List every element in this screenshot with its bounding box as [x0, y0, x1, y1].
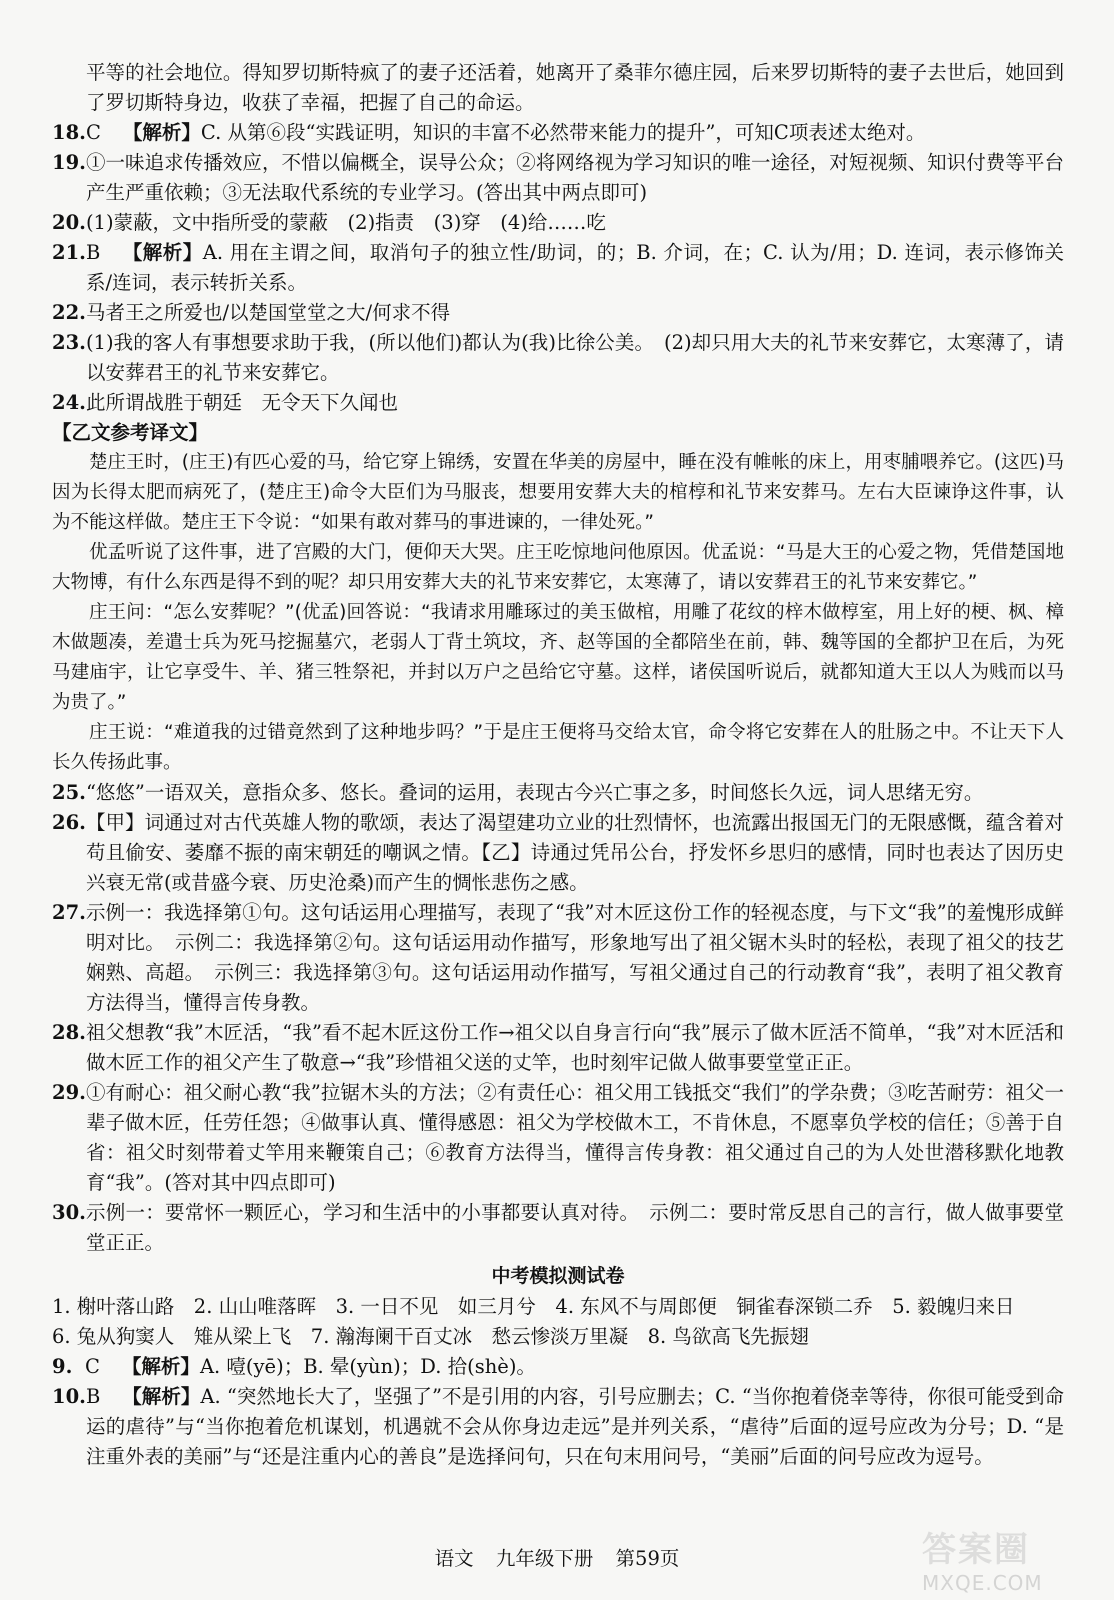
- answer-text-block: [85, 1352, 1064, 1382]
- answer-item: [52, 778, 1064, 808]
- answer-choice: B: [85, 1385, 101, 1408]
- answer-item: [52, 208, 1064, 238]
- translation-paragraph: 优孟听说了这件事，进了宫殿的大门，便仰天大哭。庄王吃惊地问他原因。优孟说：“马是大王的心爱之物，凭借楚国地大物博，有什么东西是得不到的呢？却只用安葬大夫的礼节来安葬它，太寒薄了，请以安葬君王的礼节来安葬它。”: [52, 542, 1064, 593]
- answer-item: [52, 328, 1064, 388]
- answer-text-block: [86, 298, 1064, 328]
- answer-text: 示例一：我选择第①句。这句话运用心理描写，表现了“我”对木匠这份工作的轻视态度，与下文“我”的羞愧形成鲜明对比。 示例二：我选择第②句。这句话运用动作描写，形象地写出了祖父锯木头时的轻松，表现了祖父的技艺娴熟、高超。 示例三：我选择第③句。这句话运用动作描写，写祖父通过自己的行动教育“我”，表明了祖父教育方法得当，懂得言传身教。: [85, 901, 1064, 1014]
- analysis-tag: 【解析】: [122, 241, 203, 264]
- answers-group-a: [52, 118, 1064, 418]
- answer-number: 21.: [52, 241, 86, 264]
- watermark-logo: [922, 1522, 1102, 1596]
- answer-text-block: [86, 1198, 1064, 1258]
- watermark-url: MXQE.COM: [922, 1571, 1043, 1595]
- answer-item: [52, 298, 1064, 328]
- translation-block: [52, 448, 1064, 778]
- answer-text: A. 用在主谓之间，取消句子的独立性/助词，的；B. 介词，在；C. 认为/用；D. 连词，表示修饰关系/连词，表示转折关系。: [85, 241, 1064, 294]
- quick-answers-line-1: 1. 榭叶落山路 2. 山山唯落晖 3. 一日不见 如三月兮 4. 东风不与周郎便 铜雀春深锁二乔 5. 毅魄归来日: [52, 1295, 1015, 1318]
- watermark-logo-text: 答案圈: [922, 1530, 1030, 1570]
- answer-choice: B: [85, 241, 101, 264]
- answer-choice: C: [85, 1355, 100, 1378]
- footer-grade: 九年级下册: [495, 1547, 594, 1570]
- answer-text-block: [86, 238, 1064, 298]
- translation-paragraph: 楚庄王时，(庄王)有匹心爱的马，给它穿上锦绣，安置在华美的房屋中，睡在没有帷帐的床上，用枣脯喂养它。(这匹)马因为长得太肥而病死了，(楚庄王)命令大臣们为马服丧，想要用安葬大夫的棺椁和礼节来安葬马。左右大臣谏诤这件事，认为不能这样做。楚庄王下令说：“如果有敢对葬马的事进谏的，一律处死。”: [52, 452, 1064, 533]
- analysis-tag: 【解析】: [122, 1385, 201, 1408]
- answer-text: A. 噎(yē)；B. 晕(yùn)；D. 拾(shè)。: [199, 1355, 536, 1378]
- answer-item: [52, 388, 1064, 418]
- translation-heading: 【乙文参考译文】: [52, 421, 209, 444]
- answer-text-block: [86, 1078, 1064, 1198]
- section-title: 中考模拟测试卷: [491, 1265, 625, 1287]
- answer-page: [52, 58, 1064, 1472]
- answer-text: 祖父想教“我”木匠活，“我”看不起木匠这份工作→祖父以自身言行向“我”展示了做木匠活不简单，“我”对木匠活和做木匠工作的祖父产生了敬意→“我”珍惜祖父送的丈竿，也时刻牢记做人做事要堂堂正正。: [85, 1021, 1064, 1074]
- answer-item: [52, 238, 1064, 298]
- footer-subject: 语文: [434, 1547, 474, 1570]
- answer-number: 24.: [52, 391, 86, 414]
- answer-text: 马者王之所爱也/以楚国堂堂之大/何求不得: [85, 301, 451, 324]
- answer-text-block: [86, 1018, 1064, 1078]
- translation-paragraph: 庄王问：“怎么安葬呢？”(优孟)回答说：“我请求用雕琢过的美玉做棺，用雕了花纹的梓木做椁室，用上好的梗、枫、樟木做题凑，差遣士兵为死马挖掘墓穴，老弱人丁背土筑坟，齐、赵等国的全都陪坐在前，韩、魏等国的全都护卫在后，为死马建庙宇，让它享受牛、羊、猪三牲祭祀，并封以万户之邑给它守墓。这样，诸侯国听说后，就都知道大王以人为贱而以马为贵了。”: [52, 602, 1064, 713]
- answer-item: [52, 1198, 1064, 1258]
- answer-text: ①有耐心：祖父耐心教“我”拉锯木头的方法；②有责任心：祖父用工钱抵交“我们”的学杂费；③吃苦耐劳：祖父一辈子做木匠，任劳任怨；④做事认真、懂得感恩：祖父为学校做木工，不肯休息，不愿辜负学校的信任；⑤善于自省：祖父时刻带着丈竿用来鞭策自己；⑥教育方法得当，懂得言传身教：祖父通过自己的为人处世潜移默化地教育“我”。(答对其中四点即可): [85, 1081, 1064, 1194]
- answer-number: 28.: [52, 1021, 86, 1044]
- answer-text: ①一味追求传播效应，不惜以偏概全，误导公众；②将网络视为学习知识的唯一途径，对短视频、知识付费等平台产生严重依赖；③无法取代系统的专业学习。(答出其中两点即可): [85, 151, 1064, 204]
- answer-number: 27.: [52, 901, 86, 924]
- answers-group-c: [52, 1352, 1064, 1472]
- answer-number: 22.: [52, 301, 86, 324]
- answer-choice: C: [85, 121, 101, 144]
- answer-item: [52, 1018, 1064, 1078]
- answer-text-block: [86, 208, 1064, 238]
- answer-text: A. “突然地长大了，坚强了”不是引用的内容，引号应删去；C. “当你抱着侥幸等待，你很可能受到命运的虐待”与“当你抱着危机谋划，机遇就不会从你身边走远”是并列关系，“虐待”后面的逗号应改为分号；D. “是注重外表的美丽”与“还是注重内心的善良”是选择问句，只在句末用问号，“美丽”后面的问号应改为逗号。: [85, 1385, 1064, 1468]
- answer-text-block: [86, 1382, 1064, 1472]
- analysis-tag: 【解析】: [122, 121, 201, 144]
- answer-item: [52, 1382, 1064, 1472]
- answer-number: 23.: [52, 331, 86, 354]
- answer-number: 29.: [52, 1081, 86, 1104]
- answer-number: 30.: [52, 1201, 86, 1224]
- answer-text-block: [86, 898, 1064, 1018]
- answer-text: 示例一：要常怀一颗匠心，学习和生活中的小事都要认真对待。 示例二：要时常反思自己的言行，做人做事要堂堂正正。: [85, 1201, 1064, 1254]
- quick-answers-line-2: 6. 兔从狗窦人 雉从梁上飞 7. 瀚海阑干百丈冰 愁云惨淡万里凝 8. 鸟欲高飞先振翅: [52, 1325, 809, 1348]
- answer-number: 26.: [52, 811, 86, 834]
- answer-text: C. 从第⑥段“实践证明，知识的丰富不必然带来能力的提升”，可知C项表述太绝对。: [200, 121, 926, 144]
- translation-paragraph: 庄王说：“难道我的过错竟然到了这种地步吗？”于是庄王便将马交给太官，命令将它安葬在人的肚肠之中。不让天下人长久传扬此事。: [52, 722, 1064, 773]
- answer-text: “悠悠”一语双关，意指众多、悠长。叠词的运用，表现古今兴亡事之多，时间悠长久远，词人思绪无穷。: [85, 781, 984, 804]
- answer-text-block: [86, 328, 1064, 388]
- answer-text-block: [86, 118, 1064, 148]
- answer-text: 此所谓战胜于朝廷 无令天下久闻也: [85, 391, 398, 414]
- answer-number: 18.: [52, 121, 86, 144]
- answer-item: [52, 898, 1064, 1018]
- answers-group-b: [52, 778, 1064, 1258]
- answer-text: (1)我的客人有事想要求助于我，(所以他们)都认为(我)比徐公美。 (2)却只用大夫的礼节来安葬它，太寒薄了，请以安葬君王的礼节来安葬它。: [85, 331, 1064, 384]
- answer-text-block: [86, 808, 1064, 898]
- analysis-tag: 【解析】: [121, 1355, 200, 1378]
- answer-item: [52, 118, 1064, 148]
- answer-text-block: [86, 148, 1064, 208]
- answer-number: 20.: [52, 211, 86, 234]
- answer-number: 9.: [52, 1355, 73, 1378]
- answer-number: 25.: [52, 781, 86, 804]
- answer-text: 【甲】词通过对古代英雄人物的歌颂，表达了渴望建功立业的壮烈情怀，也流露出报国无门的无限感慨，蕴含着对苟且偷安、萎靡不振的南宋朝廷的嘲讽之情。【乙】诗通过凭吊公台，抒发怀乡思归的感情，同时也表达了因历史兴衰无常(或昔盛今衰、历史沧桑)而产生的惆怅悲伤之感。: [85, 811, 1064, 894]
- answer-number: 19.: [52, 151, 86, 174]
- answer-number: 10.: [52, 1385, 86, 1408]
- answer-item: [52, 808, 1064, 898]
- answer-item: [52, 1352, 1064, 1382]
- answer-text-block: [86, 388, 1064, 418]
- answer-item: [52, 1078, 1064, 1198]
- answer-text-block: [86, 778, 1064, 808]
- footer-page-number: 第59页: [615, 1547, 680, 1570]
- answer-item: [52, 148, 1064, 208]
- intro-paragraph: 平等的社会地位。得知罗切斯特疯了的妻子还活着，她离开了桑菲尔德庄园，后来罗切斯特的妻子去世后，她回到了罗切斯特身边，收获了幸福，把握了自己的命运。: [86, 61, 1064, 114]
- answer-text: (1)蒙蔽，文中指所受的蒙蔽 (2)指责 (3)穿 (4)给……吃: [85, 211, 606, 234]
